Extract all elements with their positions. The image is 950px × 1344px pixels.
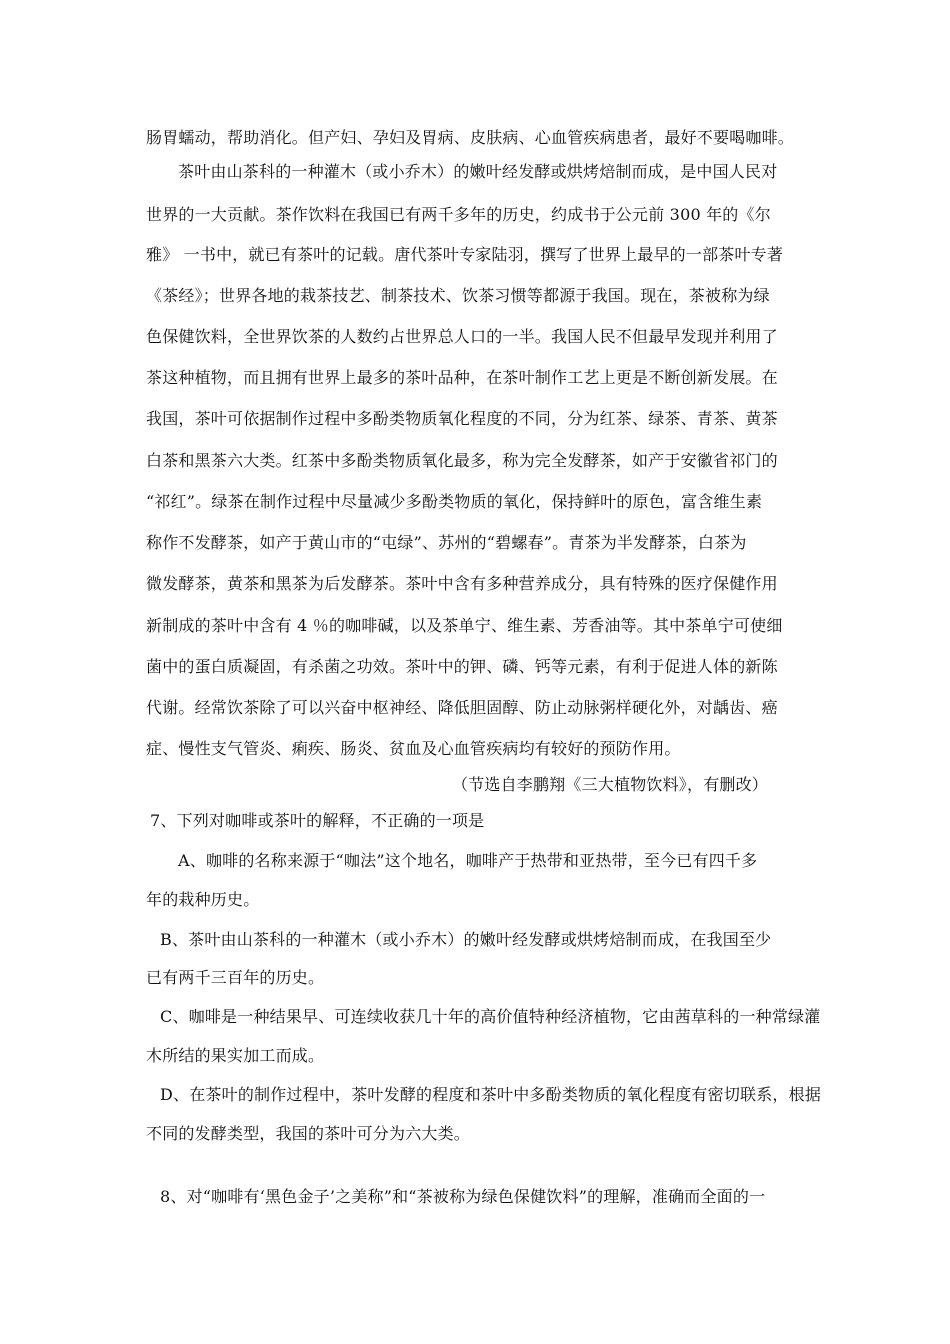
- question-7-option-c: C、咖啡是一种结果早、可连续收获几十年的高价值特种经济植物，它由茜草科的一种常绿灌: [160, 1007, 821, 1026]
- passage-line: 世界的一大贡献。茶作饮料在我国已有两千多年的历史，约成书于公元前 300 年的《尔: [146, 205, 771, 224]
- question-7-option-b-continued: 已有两千三百年的历史。: [146, 968, 325, 987]
- passage-line: “祁红”。绿茶在制作过程中尽量减少多酚类物质的氧化，保持鲜叶的原色，富含维生素: [146, 492, 763, 511]
- question-7-option-a: A、咖啡的名称来源于“咖法”这个地名，咖啡产于热带和亚热带，至今已有四千多: [178, 851, 758, 870]
- passage-line: 《茶经》；世界各地的栽茶技艺、制茶技术、饮茶习惯等都源于我国。现在，茶被称为绿: [146, 286, 770, 305]
- passage-line: 肠胃蠕动，帮助消化。但产妇、孕妇及胃病、皮肤病、心血管疾病患者，最好不要喝咖啡。: [146, 128, 795, 147]
- passage-line: 茶这种植物，而且拥有世界上最多的茶叶品种，在茶叶制作工艺上更是不断创新发展。在: [146, 368, 778, 387]
- passage-line: 菌中的蛋白质凝固，有杀菌之功效。茶叶中的钾、磷、钙等元素，有利于促进人体的新陈: [146, 657, 778, 676]
- question-7-stem: 7、下列对咖啡或茶叶的解释，不正确的一项是: [150, 811, 485, 830]
- passage-line: 代谢。经常饮茶除了可以兴奋中枢神经、降低胆固醇、防止动脉粥样硬化外，对龋齿、癌: [146, 698, 778, 717]
- passage-line: 症、慢性支气管炎、痢疾、肠炎、贫血及心血管疾病均有较好的预防作用。: [146, 739, 681, 758]
- passage-line: 新制成的茶叶中含有 4 ％的咖啡碱，以及茶单宁、维生素、芳香油等。其中茶单宁可使细: [146, 616, 783, 635]
- passage-line: 称作不发酵茶，如产于黄山市的“屯绿”、苏州的“碧螺春”。青茶为半发酵茶，白茶为: [146, 533, 747, 552]
- question-7-option-d-continued: 不同的发酵类型，我国的茶叶可分为六大类。: [146, 1124, 471, 1143]
- passage-source: （节选自李鹏翔《三大植物饮料》，有删改）: [452, 775, 769, 794]
- question-7-option-b: B、茶叶由山茶科的一种灌木（或小乔木）的嫩叶经发酵或烘烤焙制而成，在我国至少: [160, 930, 772, 949]
- passage-line: 白茶和黑茶六大类。红茶中多酚类物质氧化最多，称为完全发酵茶，如产于安徽省祁门的: [146, 451, 778, 470]
- question-7-option-d: D、在茶叶的制作过程中，茶叶发酵的程度和茶叶中多酚类物质的氧化程度有密切联系，根据: [160, 1085, 822, 1104]
- question-7-option-a-continued: 年的栽种历史。: [146, 890, 260, 909]
- question-7-option-c-continued: 木所结的果实加工而成。: [146, 1046, 325, 1065]
- passage-line: 雅》 一书中，就已有茶叶的记载。唐代茶叶专家陆羽，撰写了世界上最早的一部茶叶专著: [146, 245, 784, 264]
- passage-line: 色保健饮料，全世界饮茶的人数约占世界总人口的一半。我国人民不但最早发现并利用了: [146, 327, 778, 346]
- passage-line: 我国，茶叶可依据制作过程中多酚类物质氧化程度的不同，分为红茶、绿茶、青茶、黄茶: [146, 409, 778, 428]
- passage-line: 茶叶由山茶科的一种灌木（或小乔木）的嫩叶经发酵或烘烤焙制而成，是中国人民对: [178, 162, 778, 181]
- passage-line: 微发酵茶，黄茶和黑茶为后发酵茶。茶叶中含有多种营养成分，具有特殊的医疗保健作用: [146, 574, 778, 593]
- question-8-stem: 8、对“咖啡有‘黑色金子’之美称”和“茶被称为绿色保健饮料”的理解，准确而全面的一: [160, 1187, 766, 1206]
